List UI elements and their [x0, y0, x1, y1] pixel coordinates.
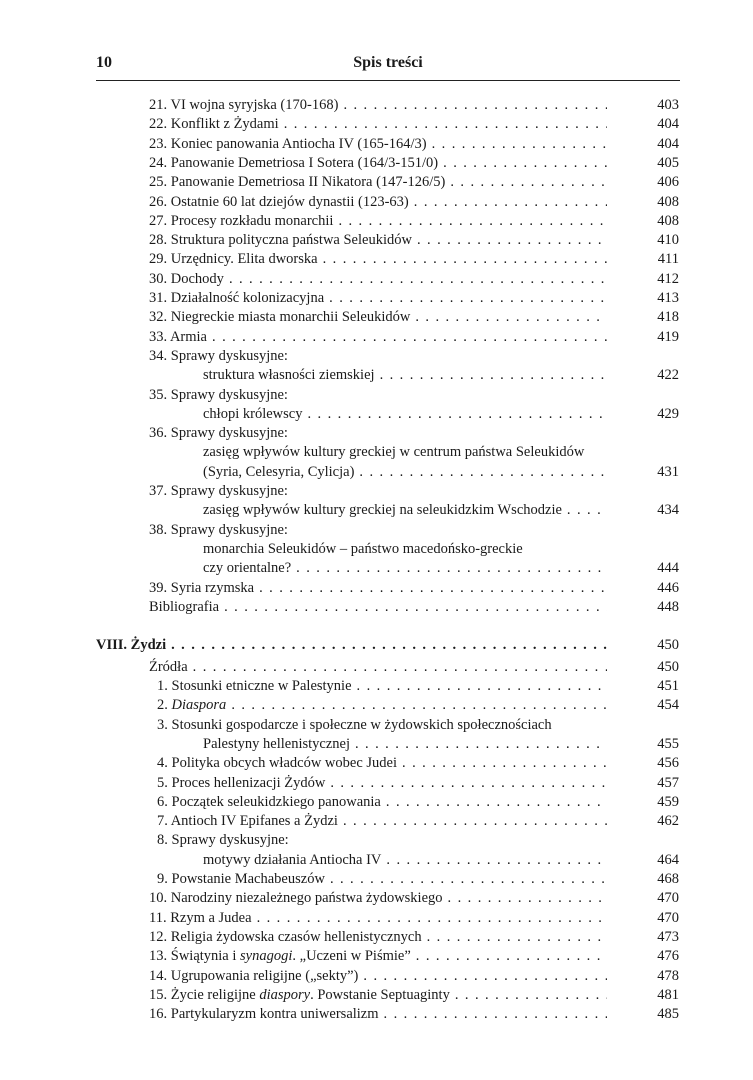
- toc-page-number: 478: [635, 967, 679, 986]
- toc-entry: [0, 521, 753, 579]
- toc-entry: [0, 636, 753, 655]
- toc-page-number: 422: [635, 366, 679, 385]
- toc-entry-text: Palestyny hellenistycznej . . .: [203, 735, 607, 754]
- toc-entry-text: 31. Działalność kolonizacyjna . . .: [149, 289, 607, 308]
- toc-page-number: 408: [635, 193, 679, 212]
- toc-entry: [0, 716, 753, 755]
- toc-entry: [0, 154, 753, 173]
- toc-entry-text: 25. Panowanie Demetriosa II Nikatora (147-126/5) . . .: [149, 173, 607, 192]
- toc-entry-text: 13. Świątynia i synagogi. „Uczeni w Piśmie” . . .: [149, 947, 607, 966]
- toc-entry: [0, 658, 753, 677]
- toc-page-number: 418: [635, 308, 679, 327]
- toc-page-number: 403: [635, 96, 679, 115]
- toc-entry: [0, 774, 753, 793]
- toc-page-number: 470: [635, 889, 679, 908]
- toc-page-number: 485: [635, 1005, 679, 1024]
- toc-entry-text: 1. Stosunki etniczne w Palestynie . . .: [157, 677, 607, 696]
- toc-page-number: 411: [635, 250, 679, 269]
- toc-page-number: 448: [635, 598, 679, 617]
- toc-entry: [0, 231, 753, 250]
- toc-page-number: 450: [635, 658, 679, 677]
- toc-page-number: 434: [635, 501, 679, 520]
- toc-entry: [0, 193, 753, 212]
- toc-entry-text: 5. Proces hellenizacji Żydów . . .: [157, 774, 607, 793]
- toc-entry-text: zasięg wpływów kultury greckiej w centrum państwa Seleukidów: [203, 444, 585, 461]
- toc-entry-text: Bibliografia . . .: [149, 598, 607, 617]
- toc-page-number: 455: [635, 735, 679, 754]
- toc-page-number: 444: [635, 559, 679, 578]
- toc-entry-text: 26. Ostatnie 60 lat dziejów dynastii (123-63) . . .: [149, 193, 607, 212]
- toc-entry-text: 32. Niegreckie miasta monarchii Seleukidów . . .: [149, 308, 607, 327]
- toc-entry-text: 21. VI wojna syryjska (170-168) . . .: [149, 96, 607, 115]
- toc-entry: [0, 270, 753, 289]
- toc-entry-text: 16. Partykularyzm kontra uniwersalizm . . .: [149, 1005, 607, 1024]
- toc-entry-text: motywy działania Antiocha IV . . .: [203, 851, 607, 870]
- toc-page-number: 446: [635, 579, 679, 598]
- toc-entry-text: 7. Antioch IV Epifanes a Żydzi . . .: [157, 812, 607, 831]
- toc-page-number: 462: [635, 812, 679, 831]
- toc-page-number: 473: [635, 928, 679, 947]
- toc-entry: [0, 328, 753, 347]
- toc-entry-text: 3. Stosunki gospodarcze i społeczne w żydowskich społecznościach: [157, 716, 552, 733]
- toc-entry-text: VIII. Żydzi . . .: [96, 636, 607, 655]
- toc-page-number: 408: [635, 212, 679, 231]
- toc-entry-text: 2. Diaspora . . .: [157, 696, 607, 715]
- toc-entry: [0, 289, 753, 308]
- toc-entry: [0, 947, 753, 966]
- toc-entry-text: 33. Armia . . .: [149, 328, 607, 347]
- toc-entry: [0, 986, 753, 1005]
- toc-page-number: 451: [635, 677, 679, 696]
- toc-entry: [0, 677, 753, 696]
- toc-entry-text: 14. Ugrupowania religijne („sekty”) . . .: [149, 967, 607, 986]
- toc-entry: [0, 96, 753, 115]
- toc-page-number: 468: [635, 870, 679, 889]
- toc-entry: [0, 308, 753, 327]
- toc-entry: [0, 928, 753, 947]
- toc-page-number: 470: [635, 909, 679, 928]
- toc-entry-text: 12. Religia żydowska czasów hellenistycznych . . .: [149, 928, 607, 947]
- toc-page-number: 404: [635, 115, 679, 134]
- toc-entry: [0, 831, 753, 870]
- toc-entry-text: struktura własności ziemskiej . . .: [203, 366, 607, 385]
- toc-entry: [0, 115, 753, 134]
- toc-entry: [0, 870, 753, 889]
- toc-entry: [0, 889, 753, 908]
- toc-entry-text: 10. Narodziny niezależnego państwa żydowskiego . . .: [149, 889, 607, 908]
- toc-page-number: 429: [635, 405, 679, 424]
- toc-entry: [0, 386, 753, 425]
- toc-entry-text: 11. Rzym a Judea . . .: [149, 909, 607, 928]
- toc-entry-text: 15. Życie religijne diaspory. Powstanie Septuaginty . . .: [149, 986, 607, 1005]
- toc-page-number: 457: [635, 774, 679, 793]
- toc-entry: [0, 173, 753, 192]
- toc-entry: [0, 793, 753, 812]
- toc-entry-text: czy orientalne? . . .: [203, 559, 607, 578]
- toc-page-number: 456: [635, 754, 679, 773]
- toc-entry: [0, 967, 753, 986]
- toc-entry-text: 29. Urzędnicy. Elita dworska . . .: [149, 250, 607, 269]
- toc-entry-text: 27. Procesy rozkładu monarchii . . .: [149, 212, 607, 231]
- toc-entry-text: Źródła . . .: [149, 658, 607, 677]
- toc-entry-text: 39. Syria rzymska . . .: [149, 579, 607, 598]
- toc-entry-text: 24. Panowanie Demetriosa I Sotera (164/3-151/0) . . .: [149, 154, 607, 173]
- toc-page-number: 406: [635, 173, 679, 192]
- toc-entry-text: 4. Polityka obcych władców wobec Judei . . .: [157, 754, 607, 773]
- toc-page-number: 405: [635, 154, 679, 173]
- running-title: Spis treści: [353, 54, 423, 71]
- toc-entry: [0, 424, 753, 482]
- toc-entry-text: zasięg wpływów kultury greckiej na seleukidzkim Wschodzie . . .: [203, 501, 607, 520]
- toc-entry-text: chłopi królewscy . . .: [203, 405, 607, 424]
- running-head: [96, 54, 680, 76]
- toc-entry: [0, 812, 753, 831]
- toc-entry: [0, 212, 753, 231]
- toc-page-number: 412: [635, 270, 679, 289]
- toc-entry-text: monarchia Seleukidów – państwo macedońsko-greckie: [203, 540, 523, 557]
- toc-page-number: 413: [635, 289, 679, 308]
- toc-page-number: 459: [635, 793, 679, 812]
- toc-entry-text: 6. Początek seleukidzkiego panowania . . .: [157, 793, 607, 812]
- toc-entry-text: 8. Sprawy dyskusyjne:: [157, 832, 289, 849]
- toc-entry-text: 22. Konflikt z Żydami . . .: [149, 115, 607, 134]
- toc-entry-text: (Syria, Celesyria, Cylicja) . . .: [203, 463, 607, 482]
- toc-entry-text: 23. Koniec panowania Antiocha IV (165-164/3) . . .: [149, 135, 607, 154]
- toc-page-number: 476: [635, 947, 679, 966]
- toc-entry-text: 38. Sprawy dyskusyjne:: [149, 521, 288, 538]
- toc-page-number: 404: [635, 135, 679, 154]
- toc-entry-text: 28. Struktura polityczna państwa Seleukidów . . .: [149, 231, 607, 250]
- toc-entry-text: 30. Dochody . . .: [149, 270, 607, 289]
- toc-entry: [0, 696, 753, 715]
- toc-page-number: 454: [635, 696, 679, 715]
- toc-entry: [0, 579, 753, 598]
- toc-entry-text: 34. Sprawy dyskusyjne:: [149, 347, 288, 364]
- toc-page-number: 450: [635, 636, 679, 655]
- toc-entry-text: 36. Sprawy dyskusyjne:: [149, 425, 288, 442]
- toc-entry: [0, 754, 753, 773]
- toc-page-number: 419: [635, 328, 679, 347]
- toc-entry: [0, 347, 753, 386]
- toc-entry: [0, 482, 753, 521]
- toc-entry: [0, 1005, 753, 1024]
- toc-entry: [0, 135, 753, 154]
- toc-page-number: 464: [635, 851, 679, 870]
- toc-entry: [0, 598, 753, 617]
- toc-page-number: 410: [635, 231, 679, 250]
- header-rule: [96, 80, 680, 81]
- toc-entry: [0, 250, 753, 269]
- toc-entry-text: 37. Sprawy dyskusyjne:: [149, 483, 288, 499]
- toc-entry-text: 35. Sprawy dyskusyjne:: [149, 386, 288, 403]
- toc-page-number: 481: [635, 986, 679, 1005]
- toc-page-number: 431: [635, 463, 679, 482]
- toc-entry-text: 9. Powstanie Machabeuszów . . .: [157, 870, 607, 889]
- toc-entry: [0, 909, 753, 928]
- page-number: 10: [96, 54, 112, 71]
